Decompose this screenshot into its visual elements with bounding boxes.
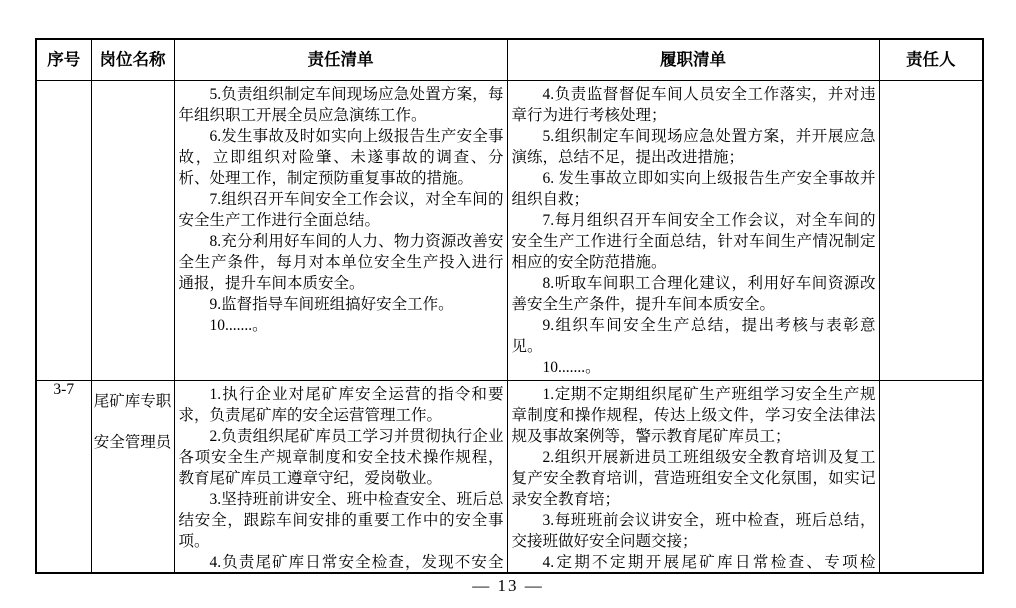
header-serial: 序号 [36, 39, 91, 81]
list-item-paragraph: 6.发生事故及时如实向上级报告生产安全事故，立即组织对险肇、未遂事故的调查、分析、处理工作，制定预防重复事故的措施。 [178, 128, 504, 187]
list-item-paragraph: 1.定期不定期组织尾矿生产班组学习安全生产规章制度和操作规程，传达上级文件，学习安全法律法规及事故案例等，警示教育尾矿库员工； [511, 386, 876, 445]
list-item-paragraph: 10.......。 [209, 317, 268, 334]
header-responsible-person: 责任人 [879, 39, 983, 81]
position-cell: 尾矿库专职安全管理员 [91, 381, 174, 573]
list-item-paragraph: 7.每月组织召开车间安全工作会议，对全车间的安全生产工作进行全面总结，针对车间生产情况制定相应的安全防范措施。 [511, 212, 876, 271]
list-item-paragraph: 2.组织开展新进员工班组级安全教育培训及复工复产安全教育培训，营造班组安全文化氛围，如实记录安全教育培； [511, 449, 876, 508]
responsible-person-cell [879, 381, 983, 573]
list-item-paragraph: 1.执行企业对尾矿库安全运营的指令和要求，负责尾矿库的安全运营管理工作。 [178, 386, 504, 424]
responsibility-paragraphs [175, 381, 507, 571]
duty-paragraphs [508, 381, 879, 571]
table-header-row [36, 39, 983, 81]
list-item-paragraph: 8.充分利用好车间的人力、物力资源改善安全生产条件，每月对本单位安全生产投入进行通报，提升车间本质安全。 [178, 233, 504, 292]
list-item-paragraph: 8.听取车间职工合理化建议，利用好车间资源改善安全生产条件，提升车间本质安全。 [511, 275, 876, 313]
table-row [36, 381, 983, 573]
list-item-paragraph: 9.组织车间安全生产总结，提出考核与表彰意见。 [511, 317, 876, 355]
list-item-paragraph: 5.负责组织制定车间现场应急处置方案，每年组织职工开展全员应急演练工作。 [178, 86, 504, 124]
list-item-paragraph: 3.坚持班前讲安全、班中检查安全、班后总结安全，跟踪车间安排的重要工作中的安全事项。 [178, 491, 504, 550]
list-item-paragraph: 4.定期不定期开展尾矿库日常检查、专项检 [542, 554, 876, 571]
serial-cell [36, 81, 91, 381]
list-item-paragraph: 4.负责监督督促车间人员安全工作落实，并对违章行为进行考核处理； [511, 86, 876, 124]
list-item-paragraph: 2.负责组织尾矿库员工学习并贯彻执行企业各项安全生产规章制度和安全技术操作规程，教育尾矿库员工遵章守纪，爱岗敬业。 [178, 428, 504, 487]
duty-cell [507, 81, 879, 381]
header-responsibility-list: 责任清单 [174, 39, 507, 81]
list-item-paragraph: 10.......。 [542, 359, 601, 376]
list-item-paragraph: 4.负责尾矿库日常安全检查，发现不安全 [209, 554, 504, 571]
list-item-paragraph: 3.每班班前会议讲安全，班中检查，班后总结，交接班做好安全问题交接； [511, 512, 876, 550]
position-cell [91, 81, 174, 381]
header-position: 岗位名称 [91, 39, 174, 81]
responsibility-cell [174, 81, 507, 381]
duty-cell [507, 381, 879, 573]
responsibility-paragraphs [175, 81, 507, 378]
duty-paragraphs [508, 81, 879, 378]
list-item-paragraph: 7.组织召开车间安全工作会议，对全车间的安全生产工作进行全面总结。 [178, 191, 504, 229]
serial-cell: 3-7 [36, 381, 91, 573]
page-number: — 13 — [472, 576, 544, 595]
responsibility-cell [174, 381, 507, 573]
list-item-paragraph: 6. 发生事故立即如实向上级报告生产安全事故并组织自救； [511, 170, 876, 208]
responsible-person-cell [879, 81, 983, 381]
responsibility-table [35, 38, 984, 574]
header-duty-list: 履职清单 [507, 39, 879, 81]
table-row [36, 81, 983, 381]
list-item-paragraph: 5.组织制定车间现场应急处置方案，并开展应急演练，总结不足，提出改进措施； [511, 128, 876, 166]
list-item-paragraph: 9.监督指导车间班组搞好安全工作。 [209, 296, 454, 313]
